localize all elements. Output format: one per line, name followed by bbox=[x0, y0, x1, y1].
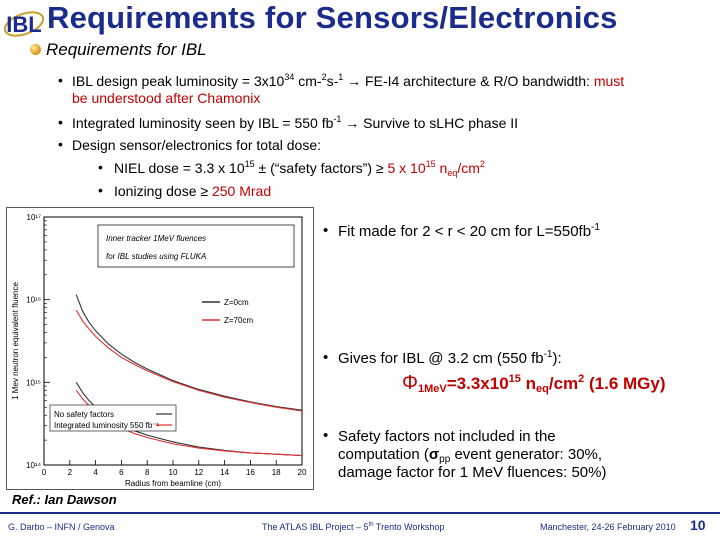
legend-label: Z=70cm bbox=[224, 316, 254, 325]
exp: -1 bbox=[333, 114, 342, 124]
y-axis-label: 1 Mev neutron equivalent fluence bbox=[11, 282, 20, 400]
x-tick-label: 20 bbox=[297, 468, 307, 477]
footer-project bbox=[262, 522, 444, 532]
f-text: /cm bbox=[548, 374, 579, 393]
footer-author: G. Darbo – INFN / Genova bbox=[8, 522, 115, 532]
logo-text: IBL bbox=[6, 12, 42, 37]
sigma-symbol: σ bbox=[428, 446, 440, 463]
y-tick-label: 10¹⁷ bbox=[26, 213, 41, 222]
right-bullet-safety-l2 bbox=[338, 446, 602, 463]
f-text: n bbox=[520, 374, 537, 393]
x-tick-label: 10 bbox=[168, 468, 178, 477]
x-tick-label: 12 bbox=[194, 468, 204, 477]
bullet-ionizing bbox=[114, 183, 271, 200]
x-tick-label: 4 bbox=[93, 468, 98, 477]
page-title: Requirements for Sensors/Electronics bbox=[47, 0, 618, 35]
hl-part: /cm bbox=[457, 160, 480, 176]
exp: -1 bbox=[543, 349, 553, 360]
section-heading: Requirements for IBL bbox=[46, 40, 207, 59]
rb-text: ): bbox=[552, 350, 562, 367]
bullet-integrated-lumi bbox=[72, 115, 518, 132]
y-tick-label: 10¹⁶ bbox=[26, 295, 41, 305]
bullet-luminosity-text: → FE-I4 architecture & R/O bandwidth: bbox=[343, 73, 594, 89]
plot-title: Inner tracker 1MeV fluences bbox=[106, 234, 207, 243]
highlight-text: 250 Mrad bbox=[211, 183, 272, 199]
footer-location: Manchester, 24-26 February 2010 bbox=[540, 522, 676, 532]
exp: th bbox=[368, 522, 374, 528]
sub: eq bbox=[447, 168, 458, 178]
x-tick-label: 6 bbox=[119, 468, 124, 477]
bullet-dot: • bbox=[58, 136, 63, 152]
right-bullet-safety-l1: Safety factors not included in the bbox=[338, 428, 556, 445]
bullet-luminosity-text: s- bbox=[326, 73, 339, 89]
rb-text: Fit made for 2 < r < 20 cm for L=550fb bbox=[338, 223, 592, 240]
highlight-text: must bbox=[593, 73, 625, 89]
bullet-dot: • bbox=[98, 182, 103, 198]
plot-title: for IBL studies using FLUKA bbox=[106, 252, 207, 261]
bullet-dot: • bbox=[58, 72, 63, 88]
legend-label: Integrated luminosity 550 fb⁻¹ bbox=[54, 421, 160, 430]
bullet-text: Integrated luminosity seen by IBL = 550 fb bbox=[72, 115, 334, 131]
page-number: 10 bbox=[690, 517, 706, 533]
right-bullet-gives bbox=[338, 350, 562, 367]
exp: 15 bbox=[508, 373, 521, 385]
bullet-luminosity-text: IBL design peak luminosity = 3x10 bbox=[72, 73, 285, 89]
x-tick-label: 14 bbox=[220, 468, 230, 477]
sub: 1MeV bbox=[417, 383, 447, 395]
legend-label: No safety factors bbox=[54, 410, 115, 419]
exp: 34 bbox=[284, 72, 295, 82]
bullet-dot: • bbox=[58, 114, 63, 130]
rb-text: event generator: 30%, bbox=[450, 446, 603, 463]
f-text: =3.3x10 bbox=[446, 374, 509, 393]
sub: pp bbox=[439, 454, 451, 465]
highlight-text: be understood after Chamonix bbox=[72, 90, 261, 106]
x-tick-label: 2 bbox=[67, 468, 73, 477]
exp: -1 bbox=[591, 222, 600, 233]
bullet-text: → Survive to sLHC phase II bbox=[341, 115, 519, 131]
bullet-dot: • bbox=[323, 349, 329, 366]
exp: 15 bbox=[425, 159, 436, 169]
bullet-icon bbox=[30, 44, 41, 55]
y-tick-label: 10¹⁴ bbox=[26, 461, 41, 470]
exp: 2 bbox=[578, 373, 585, 385]
reference: Ref.: Ian Dawson bbox=[12, 492, 117, 507]
y-tick-label: 10¹⁵ bbox=[26, 378, 41, 388]
bullet-text: ± (“safety factors”) ≥ bbox=[254, 160, 388, 176]
right-bullet-fit bbox=[338, 223, 600, 240]
highlight-niel bbox=[387, 160, 484, 176]
exp: 1 bbox=[338, 72, 344, 82]
bullet-luminosity bbox=[72, 73, 624, 90]
right-bullet-safety-l3: damage factor for 1 MeV fluences: 50%) bbox=[338, 464, 607, 481]
bullet-text: Ionizing dose ≥ bbox=[114, 183, 212, 199]
rb-text: computation ( bbox=[338, 446, 429, 463]
x-axis-label: Radius from beamline (cm) bbox=[124, 479, 222, 488]
legend-label: Z=0cm bbox=[224, 298, 249, 307]
bullet-text: NIEL dose = 3.3 x 10 bbox=[114, 160, 245, 176]
x-tick-label: 8 bbox=[144, 468, 150, 477]
x-tick-label: 18 bbox=[271, 468, 281, 477]
exp: 15 bbox=[244, 159, 255, 169]
x-tick-label: 0 bbox=[41, 468, 47, 477]
exp: 2 bbox=[321, 72, 327, 82]
bullet-luminosity-line2 bbox=[72, 90, 260, 107]
footer-text: The ATLAS IBL Project – 5 bbox=[262, 522, 369, 532]
bullet-design: Design sensor/electronics for total dose: bbox=[72, 137, 322, 153]
footer-text: Trento Workshop bbox=[373, 522, 445, 532]
f-text: (1.6 MGy) bbox=[584, 374, 666, 393]
bullet-dot: • bbox=[323, 222, 329, 239]
ibl-logo bbox=[2, 2, 46, 46]
phi-symbol: Φ bbox=[402, 372, 418, 394]
bullet-luminosity-text: cm- bbox=[294, 73, 322, 89]
fluence-plot bbox=[6, 207, 314, 490]
bullet-dot: • bbox=[323, 427, 329, 444]
bullet-niel bbox=[114, 160, 485, 177]
hl-part: 5 x 10 bbox=[387, 160, 426, 176]
exp: 2 bbox=[479, 159, 485, 169]
x-tick-label: 16 bbox=[245, 468, 255, 477]
bullet-dot: • bbox=[98, 159, 103, 175]
rb-text: Gives for IBL @ 3.2 cm (550 fb bbox=[338, 350, 544, 367]
fluence-formula bbox=[402, 372, 666, 395]
sub: eq bbox=[536, 383, 549, 395]
hl-part: n bbox=[435, 160, 448, 176]
